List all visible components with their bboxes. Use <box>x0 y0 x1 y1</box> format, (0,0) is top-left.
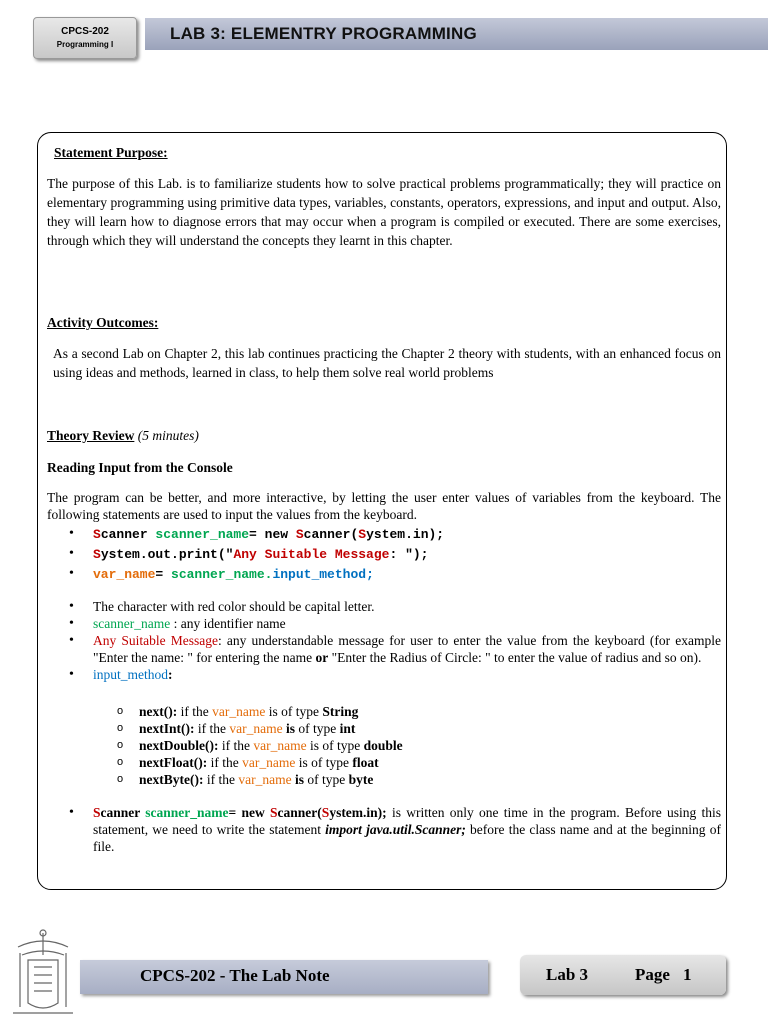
course-name: Programming I <box>56 40 114 49</box>
note-scanner-name: • scanner_name : any identifier name <box>47 615 721 632</box>
code-line-print: • System.out.print("Any Suitable Message: "); <box>47 544 721 564</box>
footer-bar <box>80 960 488 994</box>
outcomes-text: As a second Lab on Chapter 2, this lab continues practicing the Chapter 2 theory with students, with an enhanced focus on using ideas and methods, learned in class, to help them solve real world problems <box>53 346 721 380</box>
method-nextint: o nextInt(): if the var_name is of type int <box>93 720 721 737</box>
title-bar <box>145 18 768 50</box>
course-badge <box>33 17 137 59</box>
footer-note: CPCS-202 - The Lab Note <box>140 966 330 985</box>
note-any-message: • Any Suitable Message: any understandable message for user to enter the value from the keyboard (for example "Enter the name: " for entering the name or "Enter the Radius of Circle: " to enter the value of radius and so on). <box>47 632 721 666</box>
code-list <box>47 524 721 584</box>
note-capital: • The character with red color should be capital letter. <box>47 598 721 615</box>
lab-title: LAB 3: ELEMENTRY PROGRAMMING <box>170 24 477 43</box>
university-logo-icon <box>8 925 78 1020</box>
page-indicator <box>520 955 726 995</box>
theory-heading: Theory Review (5 minutes) <box>47 428 199 443</box>
method-next: o next(): if the var_name is of type String <box>93 703 721 720</box>
note-input-method: • input_method: <box>47 666 721 683</box>
outcomes-heading: Activity Outcomes: <box>47 315 159 330</box>
purpose-text: The purpose of this Lab. is to familiarize students how to solve practical problems programmatically; they will practice on elementary programming using primitive data types, variables, constants, operators, expressions, and input and output. Also, they will learn how to diagnose errors that may occur when a program is compiled or executed. There are some exercises, through which they will understand the concepts they learnt in this chapter. <box>47 176 721 248</box>
explanation-list <box>47 598 721 683</box>
methods-list <box>93 703 721 788</box>
method-nextbyte: o nextByte(): if the var_name is of type byte <box>93 771 721 788</box>
course-code: CPCS-202 <box>61 26 109 37</box>
theory-intro: The program can be better, and more interactive, by letting the user enter values of variables from the keyboard. The following statements are used to input the values from the keyboard. <box>47 490 721 522</box>
method-nextfloat: o nextFloat(): if the var_name is of type float <box>93 754 721 771</box>
method-nextdouble: o nextDouble(): if the var_name is of type double <box>93 737 721 754</box>
code-line-input: • var_name= scanner_name.input_method; <box>47 564 721 584</box>
footer-lab: Lab 3 <box>546 965 589 984</box>
reading-input-heading: Reading Input from the Console <box>47 460 233 475</box>
page-label: Page <box>635 965 670 984</box>
import-statement: import java.util.Scanner; <box>325 822 466 837</box>
purpose-heading: Statement Purpose: <box>54 145 168 160</box>
page-number: 1 <box>683 965 692 984</box>
code-line-scanner: • Scanner scanner_name= new Scanner(System.in); <box>47 524 721 544</box>
theory-duration: (5 minutes) <box>137 428 199 443</box>
scanner-note: • Scanner scanner_name= new Scanner(System.in); is written only one time in the program. Before using this statement, we need to write the statement import java.util.Scanner; before the class name and at the beginning of file. <box>47 804 721 855</box>
